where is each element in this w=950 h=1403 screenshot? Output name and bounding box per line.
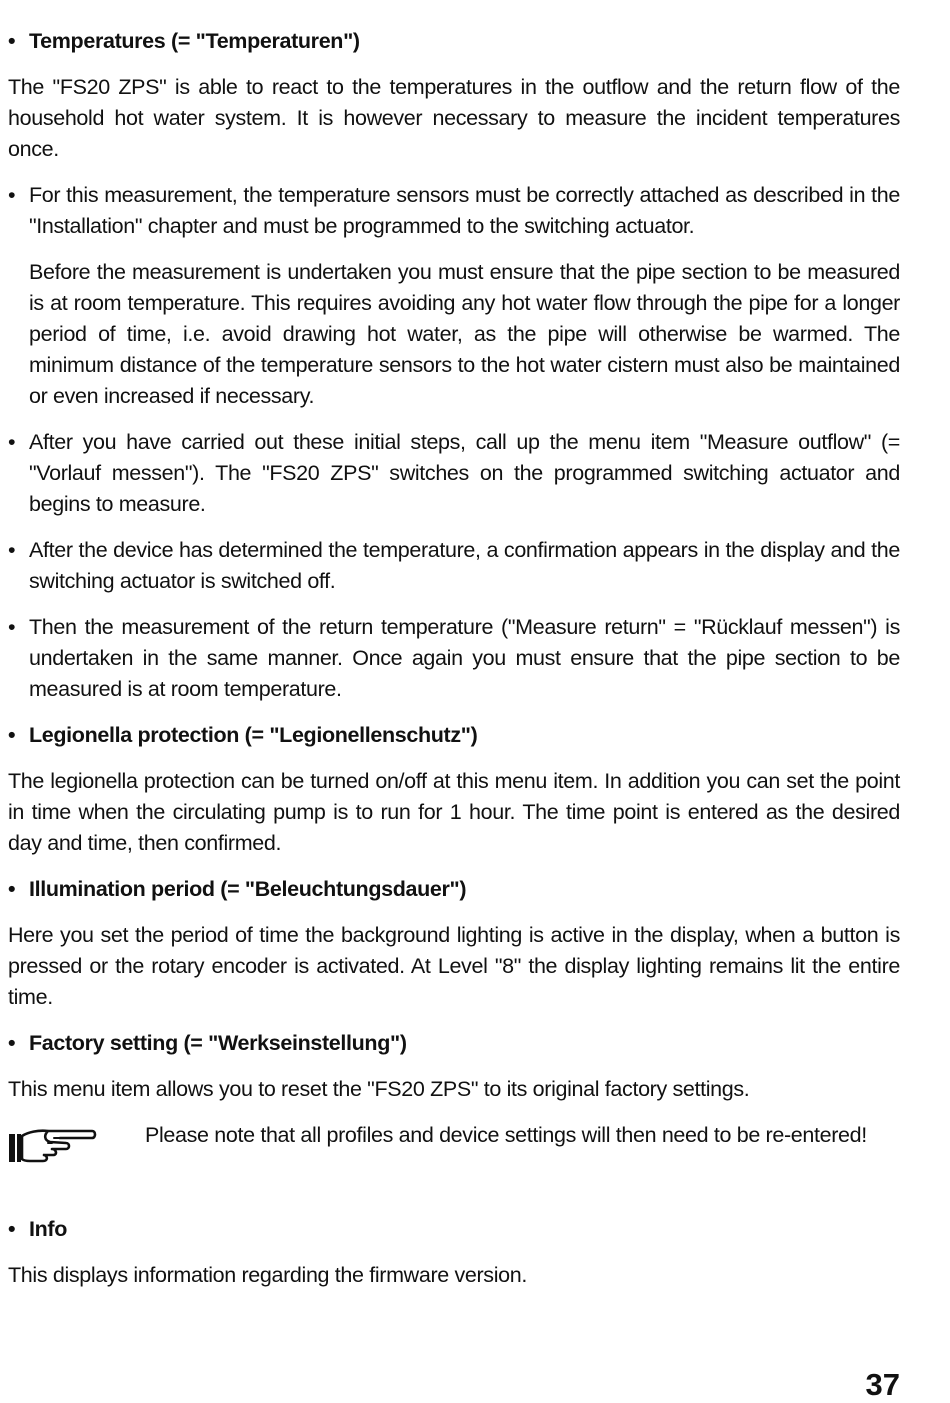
info-body: This displays information regarding the firmware version. — [8, 1263, 527, 1287]
temperatures-item-1-continuation: Before the measurement is undertaken you must ensure that the pipe section to be measured is at room temperature. This requires avoiding any hot water flow through the pipe for a longer period of time, i.e. avoid drawing hot water, as the pipe will otherwise be warmed. The minimum distance of the temperature sensors to the hot water cistern must also be maintained or even increased if necessary. — [29, 260, 900, 408]
pointing-hand-icon — [8, 1126, 98, 1166]
illumination-heading-text: Illumination period (= "Beleuchtungsdauer") — [29, 877, 467, 901]
temperatures-heading-text: Temperatures (= "Temperaturen") — [29, 29, 360, 53]
illumination-body: Here you set the period of time the background lighting is active in the display, when a button is pressed or the rotary encoder is activated. At Level "8" the display lighting remains lit the entire time. — [8, 923, 900, 1009]
temperatures-item-1 — [8, 180, 900, 242]
bullet: • — [8, 1217, 16, 1241]
page-content — [8, 26, 900, 1306]
legionella-heading — [8, 720, 900, 751]
factory-heading-text: Factory setting (= "Werkseinstellung") — [29, 1031, 407, 1055]
bullet: • — [8, 29, 16, 53]
factory-heading — [8, 1028, 900, 1059]
bullet: • — [8, 615, 16, 639]
illumination-heading — [8, 874, 900, 905]
page-number: 37 — [865, 1367, 900, 1402]
temperatures-item-3 — [8, 535, 900, 597]
temperatures-intro: The "FS20 ZPS" is able to react to the temperatures in the outflow and the return flow of the household hot water system. It is however necessary to measure the incident temperatures once. — [8, 75, 900, 161]
legionella-body: The legionella protection can be turned on/off at this menu item. In addition you can set the point in time when the circulating pump is to run for 1 hour. The time point is entered as the desired day and time, then confirmed. — [8, 769, 900, 855]
note-box — [8, 1120, 900, 1182]
bullet: • — [8, 183, 16, 207]
bullet: • — [8, 877, 16, 901]
temperatures-item-4 — [8, 612, 900, 705]
bullet: • — [8, 723, 16, 747]
temperatures-heading — [8, 26, 900, 57]
note-text: Please note that all profiles and device settings will then need to be re-entered! — [145, 1123, 867, 1147]
bullet: • — [8, 538, 16, 562]
legionella-heading-text: Legionella protection (= "Legionellenschutz") — [29, 723, 478, 747]
temperatures-item-3-text: After the device has determined the temperature, a confirmation appears in the display and the switching actuator is switched off. — [29, 538, 900, 593]
temperatures-item-1-text: For this measurement, the temperature sensors must be correctly attached as described in the "Installation" chapter and must be programmed to the switching actuator. — [29, 183, 900, 238]
temperatures-item-2-text: After you have carried out these initial steps, call up the menu item "Measure outflow" (= "Vorlauf messen"). The "FS20 ZPS" switches on the programmed switching actuator and begins to measure. — [29, 430, 900, 516]
factory-body: This menu item allows you to reset the "FS20 ZPS" to its original factory settings. — [8, 1077, 750, 1101]
info-heading-text: Info — [29, 1217, 67, 1241]
temperatures-item-4-text: Then the measurement of the return temperature ("Measure return" = "Rücklauf messen") is undertaken in the same manner. Once again you must ensure that the pipe section to be measured is at room temperature. — [29, 615, 900, 701]
bullet: • — [8, 1031, 16, 1055]
bullet: • — [8, 430, 16, 454]
info-heading — [8, 1214, 900, 1245]
temperatures-item-2 — [8, 427, 900, 520]
